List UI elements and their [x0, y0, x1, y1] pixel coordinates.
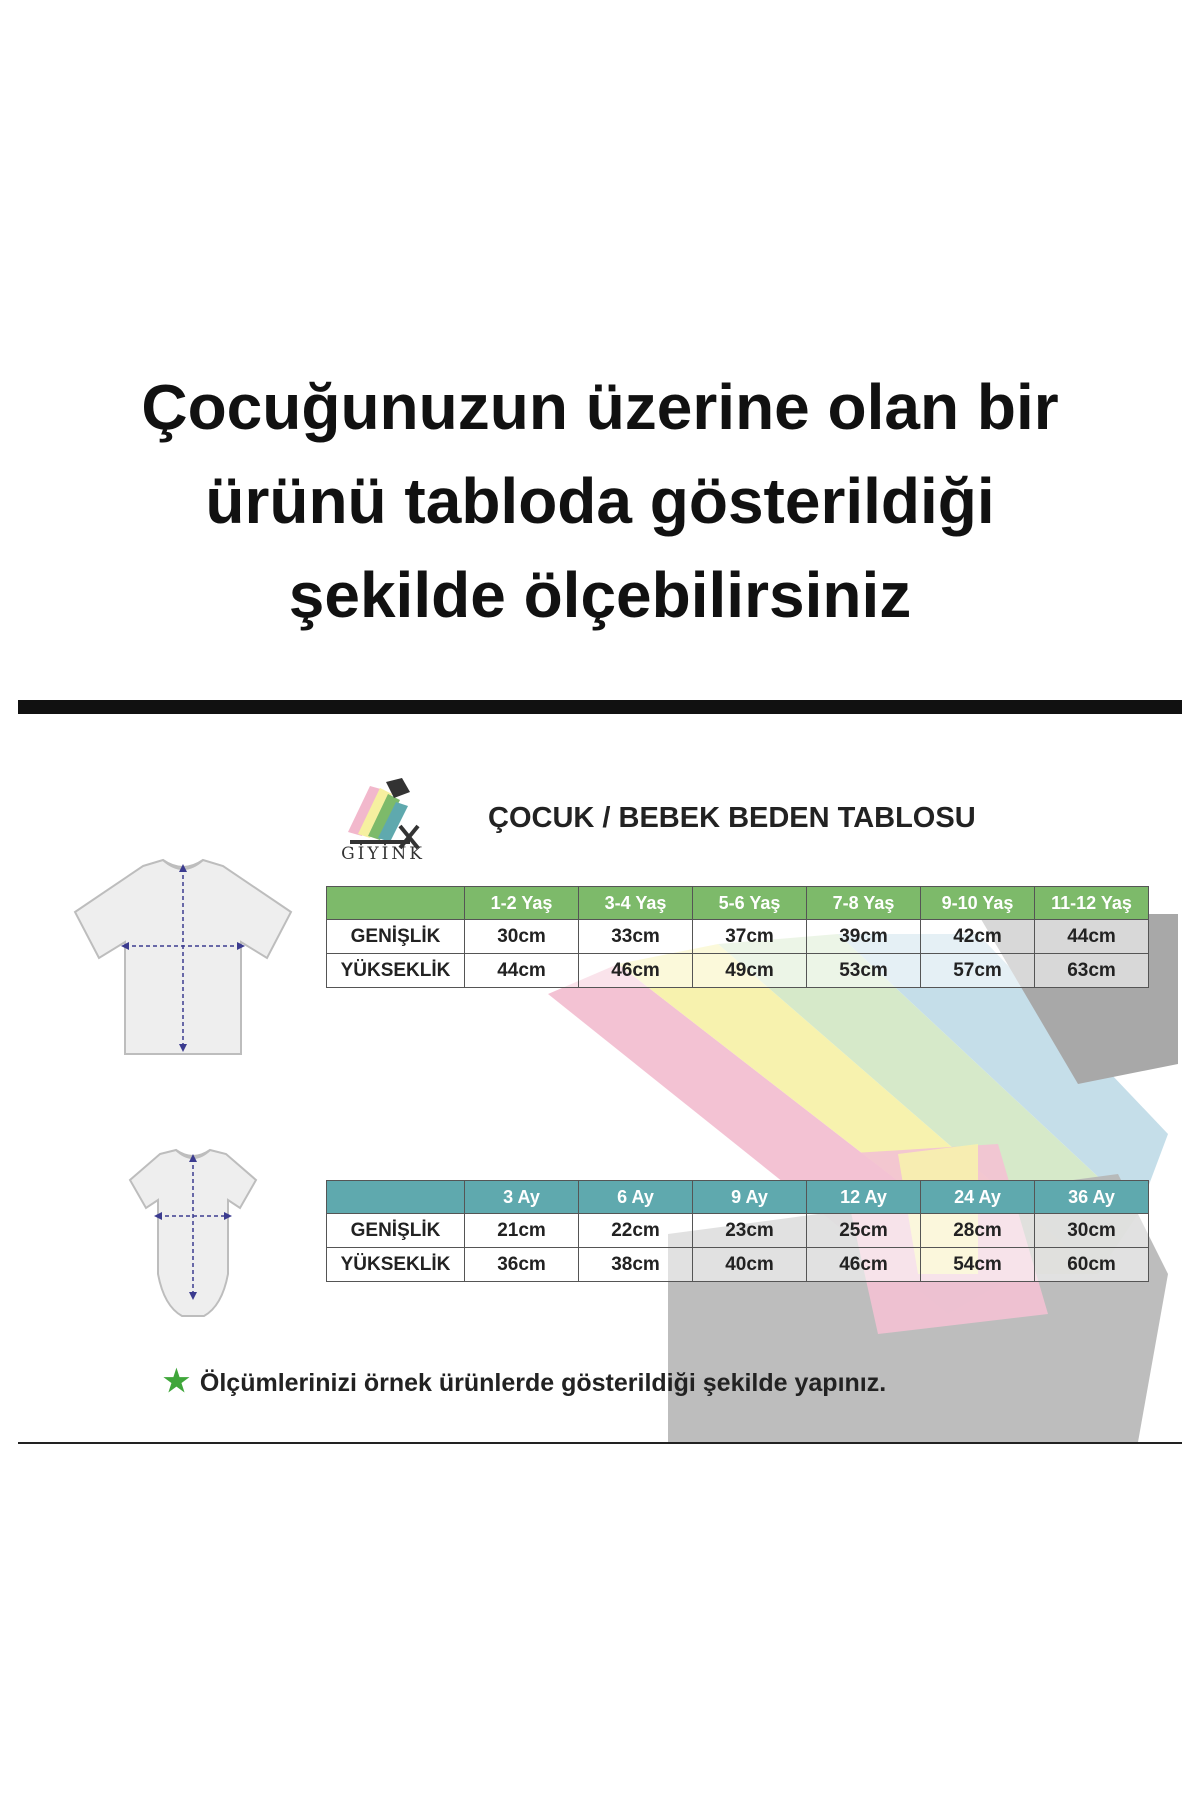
child-table-header-row	[327, 887, 1149, 920]
baby-col-header: 6 Ay	[579, 1181, 693, 1214]
child-col-header: 3-4 Yaş	[579, 887, 693, 920]
table-cell: 25cm	[807, 1214, 921, 1248]
headline-line-3: şekilde ölçebilirsiniz	[288, 559, 912, 631]
headline-line-2: ürünü tabloda gösterildiği	[205, 465, 995, 537]
table-cell: 44cm	[1035, 920, 1149, 954]
baby-table-row-height	[327, 1248, 1149, 1282]
baby-table-row-width	[327, 1214, 1149, 1248]
brand-name: GİYİNK	[341, 844, 425, 864]
table-cell: 28cm	[921, 1214, 1035, 1248]
table-cell: 38cm	[579, 1248, 693, 1282]
row-label: GENİŞLİK	[327, 920, 465, 954]
child-col-header: 9-10 Yaş	[921, 887, 1035, 920]
child-size-table	[326, 886, 1149, 988]
onesie-icon	[118, 1146, 268, 1326]
table-cell: 33cm	[579, 920, 693, 954]
table-cell: 30cm	[1035, 1214, 1149, 1248]
page-headline	[0, 360, 1200, 642]
tshirt-icon	[63, 854, 303, 1064]
table-cell: 37cm	[693, 920, 807, 954]
baby-col-header: 36 Ay	[1035, 1181, 1149, 1214]
star-icon: ★	[163, 1365, 190, 1398]
table-cell: 23cm	[693, 1214, 807, 1248]
table-cell: 22cm	[579, 1214, 693, 1248]
child-col-header: 5-6 Yaş	[693, 887, 807, 920]
child-table-row-width	[327, 920, 1149, 954]
child-col-header: 1-2 Yaş	[465, 887, 579, 920]
table-cell: 54cm	[921, 1248, 1035, 1282]
table-cell: 46cm	[807, 1248, 921, 1282]
table-cell: 39cm	[807, 920, 921, 954]
baby-size-table	[326, 1180, 1149, 1282]
baby-col-header: 12 Ay	[807, 1181, 921, 1214]
table-cell: 46cm	[579, 954, 693, 988]
child-table-corner	[327, 887, 465, 920]
baby-table-header-row	[327, 1181, 1149, 1214]
table-cell: 36cm	[465, 1248, 579, 1282]
child-col-header: 7-8 Yaş	[807, 887, 921, 920]
baby-col-header: 9 Ay	[693, 1181, 807, 1214]
measurement-note	[163, 1364, 886, 1399]
table-cell: 30cm	[465, 920, 579, 954]
table-cell: 49cm	[693, 954, 807, 988]
row-label: YÜKSEKLİK	[327, 954, 465, 988]
chart-title: ÇOCUK / BEBEK BEDEN TABLOSU	[488, 802, 976, 834]
baby-table-corner	[327, 1181, 465, 1214]
baby-col-header: 24 Ay	[921, 1181, 1035, 1214]
headline-line-1: Çocuğunuzun üzerine olan bir	[141, 371, 1059, 443]
table-cell: 53cm	[807, 954, 921, 988]
baby-col-header: 3 Ay	[465, 1181, 579, 1214]
table-cell: 60cm	[1035, 1248, 1149, 1282]
row-label: YÜKSEKLİK	[327, 1248, 465, 1282]
child-table-row-height	[327, 954, 1149, 988]
size-chart-panel	[18, 700, 1182, 1444]
table-cell: 63cm	[1035, 954, 1149, 988]
table-cell: 21cm	[465, 1214, 579, 1248]
table-cell: 40cm	[693, 1248, 807, 1282]
row-label: GENİŞLİK	[327, 1214, 465, 1248]
table-cell: 44cm	[465, 954, 579, 988]
table-cell: 57cm	[921, 954, 1035, 988]
child-col-header: 11-12 Yaş	[1035, 887, 1149, 920]
table-cell: 42cm	[921, 920, 1035, 954]
note-text: Ölçümlerinizi örnek ürünlerde gösterildiği şekilde yapınız.	[199, 1369, 887, 1397]
